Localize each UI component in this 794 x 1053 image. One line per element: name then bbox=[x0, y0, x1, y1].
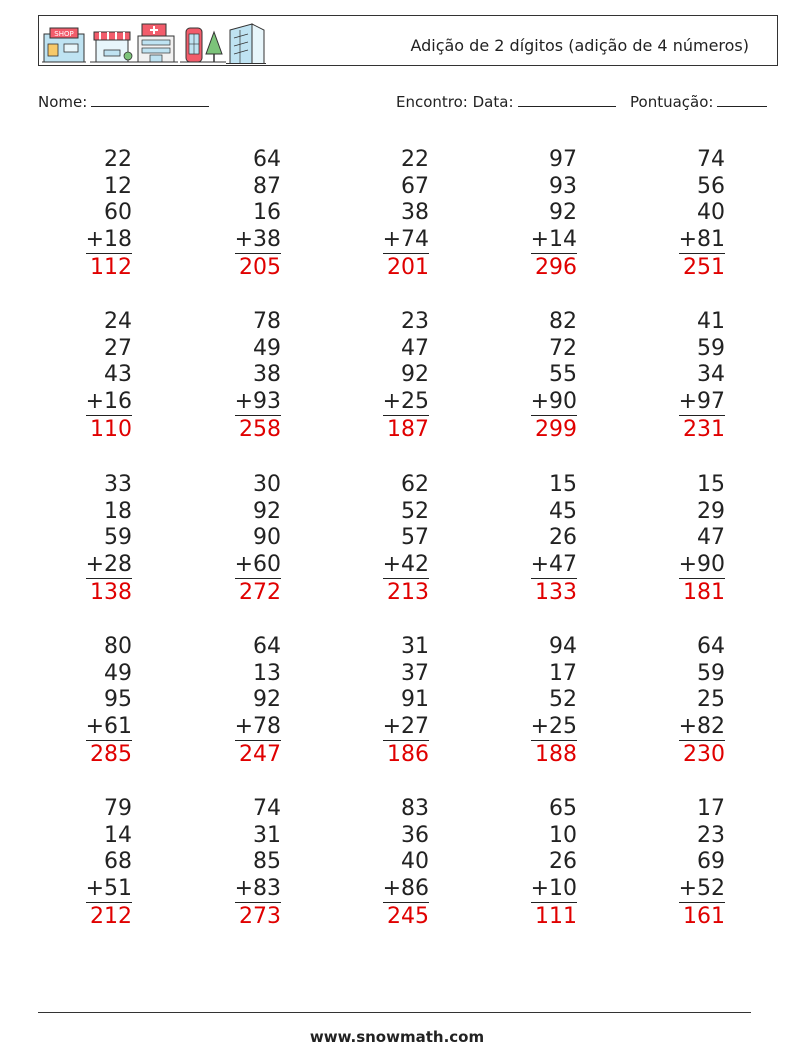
addend: 31 bbox=[253, 822, 281, 848]
addition-problem bbox=[42, 796, 132, 931]
addend: 43 bbox=[104, 362, 132, 387]
addend: 90 bbox=[253, 525, 281, 550]
name-label: Nome: bbox=[38, 93, 88, 111]
addend-last: +42 bbox=[383, 552, 429, 580]
addend: 26 bbox=[549, 525, 577, 550]
addend: 26 bbox=[549, 849, 577, 874]
addend: 31 bbox=[401, 634, 429, 659]
answer: 186 bbox=[387, 742, 429, 767]
answer: 245 bbox=[387, 904, 429, 929]
addend-last: +90 bbox=[679, 552, 725, 580]
answer: 272 bbox=[239, 580, 281, 605]
addend-last: +10 bbox=[531, 876, 577, 904]
score-label: Pontuação: bbox=[630, 93, 714, 111]
addend: 45 bbox=[549, 498, 577, 524]
addend: 36 bbox=[401, 822, 429, 848]
addend: 34 bbox=[697, 362, 725, 387]
addition-problem bbox=[635, 309, 725, 444]
addend: 80 bbox=[104, 634, 132, 659]
answer: 187 bbox=[387, 417, 429, 442]
shop-sign-text: SHOP bbox=[54, 30, 74, 38]
addend: 79 bbox=[104, 796, 132, 821]
addend: 69 bbox=[697, 849, 725, 874]
shop-icon bbox=[42, 28, 86, 62]
addend-last: +47 bbox=[531, 552, 577, 580]
answer: 133 bbox=[535, 580, 577, 605]
answer: 285 bbox=[90, 742, 132, 767]
answer: 230 bbox=[683, 742, 725, 767]
addition-problem bbox=[42, 472, 132, 607]
addition-problem bbox=[635, 634, 725, 769]
addend: 13 bbox=[253, 660, 281, 686]
addition-problem bbox=[339, 634, 429, 769]
market-stall-icon bbox=[90, 32, 134, 62]
addend: 64 bbox=[253, 147, 281, 172]
addend: 59 bbox=[104, 525, 132, 550]
addend: 22 bbox=[104, 147, 132, 172]
addend: 23 bbox=[697, 822, 725, 848]
addend-last: +86 bbox=[383, 876, 429, 904]
addend: 30 bbox=[253, 472, 281, 497]
addend: 10 bbox=[549, 822, 577, 848]
answer: 112 bbox=[90, 255, 132, 280]
answer: 138 bbox=[90, 580, 132, 605]
addend: 74 bbox=[697, 147, 725, 172]
addend: 55 bbox=[549, 362, 577, 387]
addend: 17 bbox=[697, 796, 725, 821]
addend: 85 bbox=[253, 849, 281, 874]
footer-divider bbox=[38, 1012, 751, 1013]
addend-last: +83 bbox=[235, 876, 281, 904]
addition-problem bbox=[487, 147, 577, 282]
addition-problem bbox=[191, 796, 281, 931]
addend: 12 bbox=[104, 173, 132, 199]
answer: 201 bbox=[387, 255, 429, 280]
addend: 14 bbox=[104, 822, 132, 848]
addend-last: +93 bbox=[235, 389, 281, 417]
addition-problem bbox=[635, 472, 725, 607]
addition-problem bbox=[339, 147, 429, 282]
footer-site: www.snowmath.com bbox=[309, 1028, 485, 1046]
addend-last: +61 bbox=[86, 714, 132, 742]
addend: 47 bbox=[401, 335, 429, 361]
addend: 97 bbox=[549, 147, 577, 172]
addend: 29 bbox=[697, 498, 725, 524]
header-box bbox=[38, 15, 778, 66]
addition-problem bbox=[191, 309, 281, 444]
date-blank bbox=[518, 92, 616, 107]
addend-last: +38 bbox=[235, 227, 281, 255]
addend: 27 bbox=[104, 335, 132, 361]
addition-problem bbox=[487, 472, 577, 607]
addition-problem bbox=[487, 796, 577, 931]
addend: 15 bbox=[549, 472, 577, 497]
addend: 25 bbox=[697, 687, 725, 712]
addition-problem bbox=[42, 309, 132, 444]
addend: 15 bbox=[697, 472, 725, 497]
addend: 92 bbox=[401, 362, 429, 387]
addend: 93 bbox=[549, 173, 577, 199]
answer: 296 bbox=[535, 255, 577, 280]
addition-problem bbox=[339, 309, 429, 444]
hospital-icon bbox=[134, 24, 178, 62]
meeting-date-field bbox=[396, 92, 616, 111]
addition-problem bbox=[487, 634, 577, 769]
addend: 18 bbox=[104, 498, 132, 524]
addend: 74 bbox=[253, 796, 281, 821]
answer: 258 bbox=[239, 417, 281, 442]
addend: 92 bbox=[253, 498, 281, 524]
addition-problem bbox=[635, 147, 725, 282]
addition-problem bbox=[339, 796, 429, 931]
addend: 23 bbox=[401, 309, 429, 334]
addend: 72 bbox=[549, 335, 577, 361]
addend: 52 bbox=[401, 498, 429, 524]
addend-last: +60 bbox=[235, 552, 281, 580]
addend: 33 bbox=[104, 472, 132, 497]
addend: 47 bbox=[697, 525, 725, 550]
addition-problem bbox=[487, 309, 577, 444]
addend-last: +27 bbox=[383, 714, 429, 742]
addend: 67 bbox=[401, 173, 429, 199]
answer: 251 bbox=[683, 255, 725, 280]
addend: 78 bbox=[253, 309, 281, 334]
addend: 17 bbox=[549, 660, 577, 686]
addend: 40 bbox=[401, 849, 429, 874]
meeting-date-label: Encontro: Data: bbox=[396, 93, 514, 111]
addend: 59 bbox=[697, 335, 725, 361]
answer: 110 bbox=[90, 417, 132, 442]
addition-problem bbox=[42, 634, 132, 769]
addend-last: +25 bbox=[383, 389, 429, 417]
addend-last: +51 bbox=[86, 876, 132, 904]
addend: 41 bbox=[697, 309, 725, 334]
office-building-icon bbox=[226, 24, 266, 64]
addend: 57 bbox=[401, 525, 429, 550]
addend: 59 bbox=[697, 660, 725, 686]
addition-problem bbox=[635, 796, 725, 931]
header-icons bbox=[42, 20, 267, 64]
addend: 56 bbox=[697, 173, 725, 199]
addend: 91 bbox=[401, 687, 429, 712]
addend: 65 bbox=[549, 796, 577, 821]
answer: 213 bbox=[387, 580, 429, 605]
addend: 82 bbox=[549, 309, 577, 334]
answer: 299 bbox=[535, 417, 577, 442]
addend: 64 bbox=[697, 634, 725, 659]
addend: 16 bbox=[253, 200, 281, 225]
addend: 40 bbox=[697, 200, 725, 225]
addend-last: +28 bbox=[86, 552, 132, 580]
addend: 92 bbox=[549, 200, 577, 225]
phone-booth-tree-icon bbox=[180, 28, 226, 62]
addend-last: +16 bbox=[86, 389, 132, 417]
addend-last: +90 bbox=[531, 389, 577, 417]
addend: 62 bbox=[401, 472, 429, 497]
addend: 49 bbox=[104, 660, 132, 686]
answer: 212 bbox=[90, 904, 132, 929]
addend: 60 bbox=[104, 200, 132, 225]
score-field bbox=[630, 92, 767, 111]
addend: 22 bbox=[401, 147, 429, 172]
answer: 181 bbox=[683, 580, 725, 605]
addend-last: +52 bbox=[679, 876, 725, 904]
addition-problem bbox=[191, 472, 281, 607]
addend: 38 bbox=[401, 200, 429, 225]
addend: 68 bbox=[104, 849, 132, 874]
addend: 38 bbox=[253, 362, 281, 387]
score-blank bbox=[717, 92, 767, 107]
name-field bbox=[38, 92, 209, 111]
addend-last: +97 bbox=[679, 389, 725, 417]
addend: 37 bbox=[401, 660, 429, 686]
addend-last: +14 bbox=[531, 227, 577, 255]
answer: 161 bbox=[683, 904, 725, 929]
addend: 24 bbox=[104, 309, 132, 334]
name-blank bbox=[91, 92, 209, 107]
addition-problem bbox=[42, 147, 132, 282]
answer: 247 bbox=[239, 742, 281, 767]
addend-last: +82 bbox=[679, 714, 725, 742]
answer: 231 bbox=[683, 417, 725, 442]
addend: 83 bbox=[401, 796, 429, 821]
worksheet-title: Adição de 2 dígitos (adição de 4 números) bbox=[410, 36, 749, 55]
addend: 87 bbox=[253, 173, 281, 199]
addend: 49 bbox=[253, 335, 281, 361]
addend-last: +18 bbox=[86, 227, 132, 255]
addition-problem bbox=[339, 472, 429, 607]
answer: 205 bbox=[239, 255, 281, 280]
answer: 273 bbox=[239, 904, 281, 929]
addend: 52 bbox=[549, 687, 577, 712]
answer: 111 bbox=[535, 904, 577, 929]
addend: 95 bbox=[104, 687, 132, 712]
addition-problem bbox=[191, 147, 281, 282]
answer: 188 bbox=[535, 742, 577, 767]
addend-last: +78 bbox=[235, 714, 281, 742]
addend-last: +74 bbox=[383, 227, 429, 255]
addend-last: +81 bbox=[679, 227, 725, 255]
addend-last: +25 bbox=[531, 714, 577, 742]
addend: 94 bbox=[549, 634, 577, 659]
addend: 64 bbox=[253, 634, 281, 659]
addition-problem bbox=[191, 634, 281, 769]
addend: 92 bbox=[253, 687, 281, 712]
